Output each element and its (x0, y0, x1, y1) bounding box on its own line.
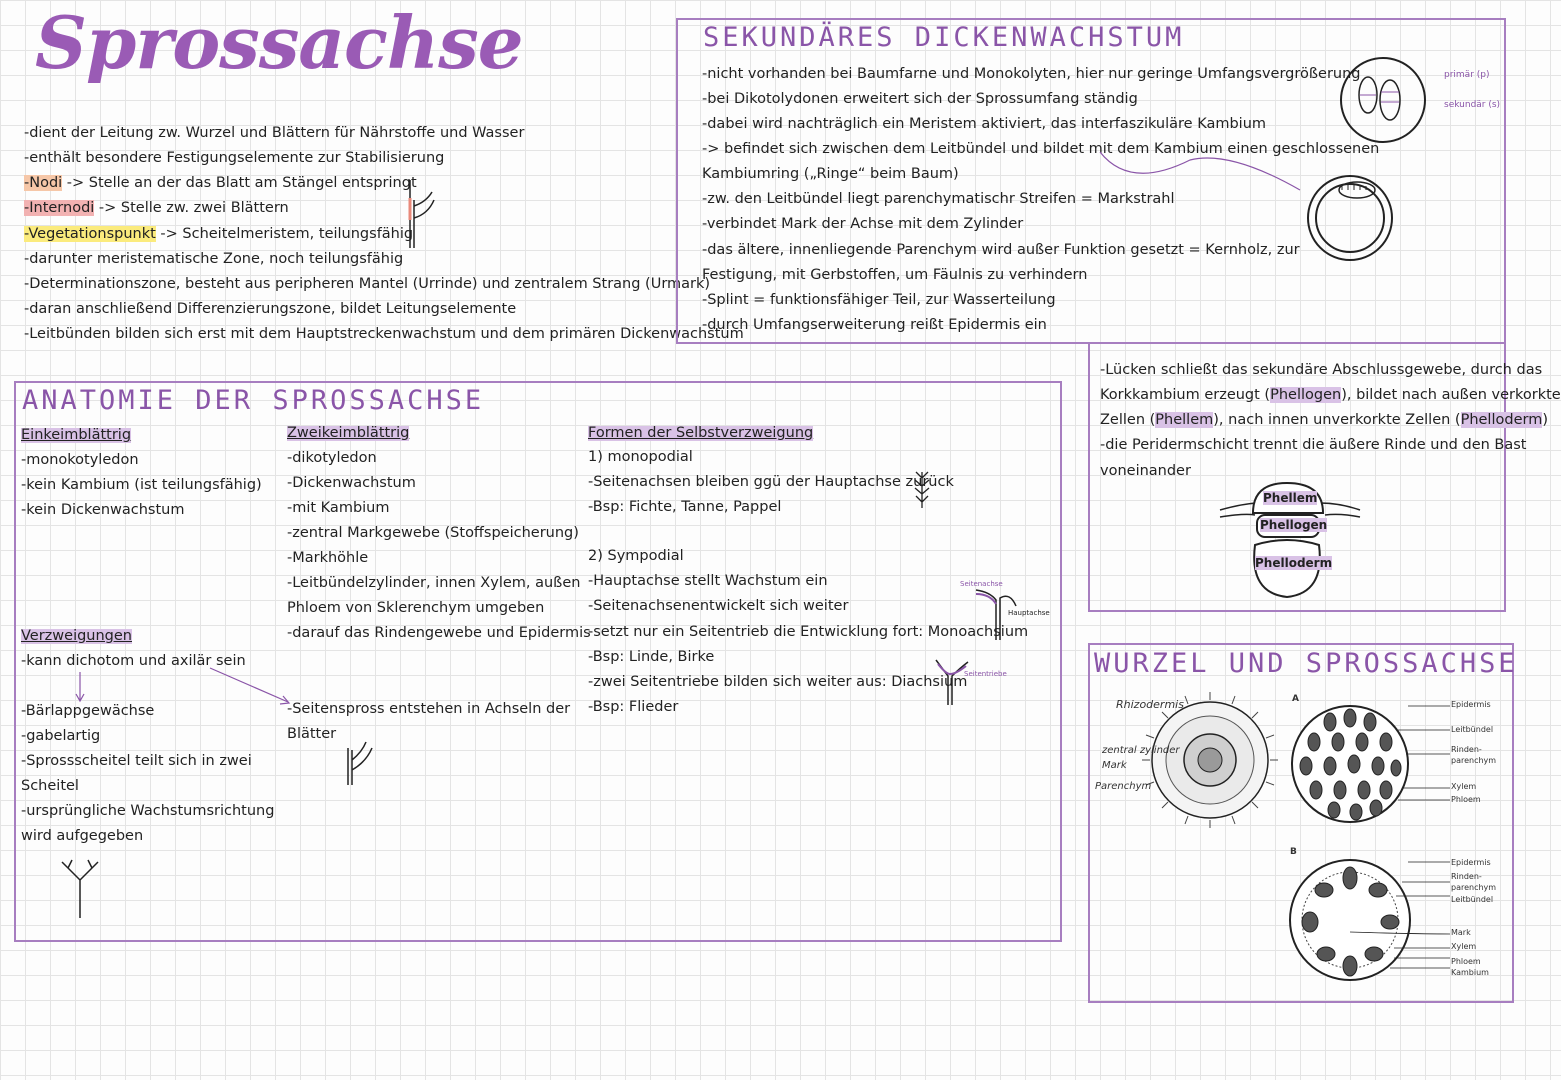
text-line: -Leitbündelzylinder, innen Xylem, außen (287, 575, 581, 591)
text-part: ) (1542, 412, 1548, 428)
b-label-mark: Mark (1451, 928, 1471, 937)
text-line: -nicht vorhanden bei Baumfarne und Monokolyten, hier nur geringe Umfangsvergrößerung (702, 66, 1361, 82)
branching-heading: Verzweigungen (21, 628, 132, 644)
vegetationspunkt-text: -> Scheitelmeristem, teilungsfähig (155, 226, 414, 242)
a-label-epidermis: Epidermis (1451, 700, 1491, 709)
text-line: -zwei Seitentriebe bilden sich weiter aus: Diachsium (588, 674, 968, 690)
text-line: -das ältere, innenliegende Parenchym wird außer Funktion gesetzt = Kernholz, zur (702, 242, 1300, 258)
text-line: -zw. den Leitbündel liegt parenchymatischr Streifen = Markstrahl (702, 191, 1175, 207)
text-line: Scheitel (21, 778, 79, 794)
monocot-heading: Einkeimblättrig (21, 427, 132, 443)
text-line: -zentral Markgewebe (Stoffspeicherung) (287, 525, 579, 541)
text-line: -kein Dickenwachstum (21, 502, 185, 518)
text-line: -dabei wird nachträglich ein Meristem aktiviert, das interfaszikuläre Kambium (702, 116, 1267, 132)
b-label-parenchym: parenchym (1451, 883, 1497, 892)
a-label-leitbuendel: Leitbündel (1451, 725, 1494, 734)
text-line: -gabelartig (21, 728, 101, 744)
text-line: -ursprüngliche Wachstumsrichtung (21, 803, 275, 819)
anatomy-heading: ANATOMIE DER SPROSSACHSE (22, 385, 485, 416)
phellem-term: Phellem (1155, 412, 1214, 428)
intro-line: -Leitbünden bilden sich erst mit dem Hauptstreckenwachstum und dem primären Dickenwachstum (24, 326, 744, 342)
forms-heading: Formen der Selbstverzweigung (588, 425, 814, 441)
text-line: -mit Kambium (287, 500, 390, 516)
text-line: -die Peridermschicht trennt die äußere Rinde und den Bast (1100, 437, 1527, 453)
internodi-term: -Internodi (24, 200, 95, 216)
intro-line: -dient der Leitung zw. Wurzel und Blättern für Nährstoffe und Wasser (24, 125, 525, 141)
label-seitenachse: Seitenachse (960, 580, 1003, 588)
page-title: Sprossachse (35, 0, 523, 85)
text-line: Kambiumring („Ringe“ beim Baum) (702, 166, 959, 182)
b-label-phloem: Phloem (1451, 957, 1481, 966)
intro-line: -darunter meristematische Zone, noch teilungsfähig (24, 251, 404, 267)
text-line: -Markhöhle (287, 550, 369, 566)
text-line: -Bsp: Linde, Birke (588, 649, 715, 665)
phellogen-term: Phellogen (1270, 387, 1342, 403)
text-line: -Splint = funktionsfähiger Teil, zur Wasserteilung (702, 292, 1056, 308)
dicot-heading: Zweikeimblättrig (287, 425, 410, 441)
intro-line: -Determinationszone, besteht aus peripheren Mantel (Urrinde) und zentralem Strang (Urmark) (24, 276, 711, 292)
b-label-rinden: Rinden- (1451, 872, 1482, 881)
text-part: Zellen ( (1100, 412, 1156, 428)
panel-b-label: B (1290, 847, 1297, 857)
legend-primary: primär (p) (1444, 70, 1490, 80)
phellem-label: Phellem (1263, 491, 1318, 505)
text-line: -durch Umfangserweiterung reißt Epidermis ein (702, 317, 1047, 333)
text-part: Korkkambium erzeugt ( (1100, 387, 1271, 403)
label-mark: Mark (1102, 760, 1127, 771)
intro-line: -enthält besondere Festigungselemente zur Stabilisierung (24, 150, 445, 166)
text-line: -Seitenspross entstehen in Achseln der (287, 701, 571, 717)
text-line: -Bsp: Flieder (588, 699, 679, 715)
text-line: -dikotyledon (287, 450, 377, 466)
text-line: Festigung, mit Gerbstoffen, um Fäulnis zu verhindern (702, 267, 1088, 283)
text-line: -bei Dikotolydonen erweitert sich der Sprossumfang ständig (702, 91, 1138, 107)
text-line: wird aufgegeben (21, 828, 144, 844)
b-label-epidermis: Epidermis (1451, 858, 1491, 867)
monocot-stem-section (1290, 698, 1410, 833)
text-line: -verbindet Mark der Achse mit dem Zylinder (702, 216, 1024, 232)
phelloderm-label: Phelloderm (1255, 556, 1333, 570)
text-line: -Bärlappgewächse (21, 703, 155, 719)
text-line: -Sprossscheitel teilt sich in zwei (21, 753, 252, 769)
text-line: Blätter (287, 726, 337, 742)
text-line: voneinander (1100, 463, 1191, 479)
text-line: -kein Kambium (ist teilungsfähig) (21, 477, 262, 493)
text-line: Phloem von Sklerenchym umgeben (287, 600, 545, 616)
a-label-phloem: Phloem (1451, 795, 1481, 804)
b-label-kambium: Kambium (1451, 968, 1489, 977)
text-part: ), bildet nach außen verkorkte (1341, 387, 1561, 403)
text-line: -monokotyledon (21, 452, 139, 468)
text-line: -Bsp: Fichte, Tanne, Pappel (588, 499, 782, 515)
label-zentralzylinder: zentral zylinder (1102, 745, 1180, 756)
panel-a-label: A (1292, 694, 1299, 704)
phellogen-label: Phellogen (1260, 518, 1328, 532)
text-line: 2) Sympodial (588, 548, 684, 564)
text-line: -Seitenachsen bleiben ggü der Hauptachse zurück (588, 474, 954, 490)
text-line: -Lücken schließt das sekundäre Abschlussgewebe, durch das (1100, 362, 1543, 378)
text-line: -Hauptachse stellt Wachstum ein (588, 573, 828, 589)
phelloderm-term: Phelloderm (1460, 412, 1543, 428)
intro-line: -daran anschließend Differenzierungszone, bildet Leitungselemente (24, 301, 517, 317)
b-label-leitbuendel: Leitbündel (1451, 895, 1494, 904)
dicot-stem-section (1290, 852, 1410, 987)
text-line: -darauf das Rindengewebe und Epidermis (287, 625, 591, 641)
text-line: -Seitenachsenentwickelt sich weiter (588, 598, 849, 614)
a-label-rinden: Rinden- (1451, 745, 1482, 754)
label-rhizodermis: Rhizodermis (1116, 698, 1184, 711)
text-line: -> befindet sich zwischen dem Leitbündel und bildet mit dem Kambium einen geschlossenen (702, 141, 1380, 157)
secondary-growth-heading: SEKUNDÄRES DICKENWACHSTUM (703, 22, 1185, 53)
a-label-xylem: Xylem (1451, 782, 1477, 791)
text-line: -kann dichotom und axilär sein (21, 653, 246, 669)
label-hauptachse: Hauptachse (1008, 609, 1050, 617)
root-cross-section (1140, 690, 1280, 830)
label-parenchym: Parenchym (1095, 781, 1152, 792)
nodi-text: -> Stelle an der das Blatt am Stängel entspringt (62, 175, 417, 191)
root-heading: WURZEL UND SPROSSACHSE (1094, 648, 1518, 679)
a-label-parenchym: parenchym (1451, 756, 1497, 765)
nodi-term: -Nodi (24, 175, 63, 191)
legend-secondary: sekundär (s) (1444, 100, 1501, 110)
text-part: ), nach innen unverkorkte Zellen ( (1213, 412, 1461, 428)
text-line: -Dickenwachstum (287, 475, 416, 491)
text-line: -setzt nur ein Seitentrieb die Entwicklung fort: Monoachsium (588, 624, 1029, 640)
vegetationspunkt-term: -Vegetationspunkt (24, 226, 156, 242)
label-seitentriebe: Seitentriebe (964, 670, 1007, 678)
internodi-text: -> Stelle zw. zwei Blättern (94, 200, 289, 216)
text-line: 1) monopodial (588, 449, 693, 465)
b-label-xylem: Xylem (1451, 942, 1477, 951)
